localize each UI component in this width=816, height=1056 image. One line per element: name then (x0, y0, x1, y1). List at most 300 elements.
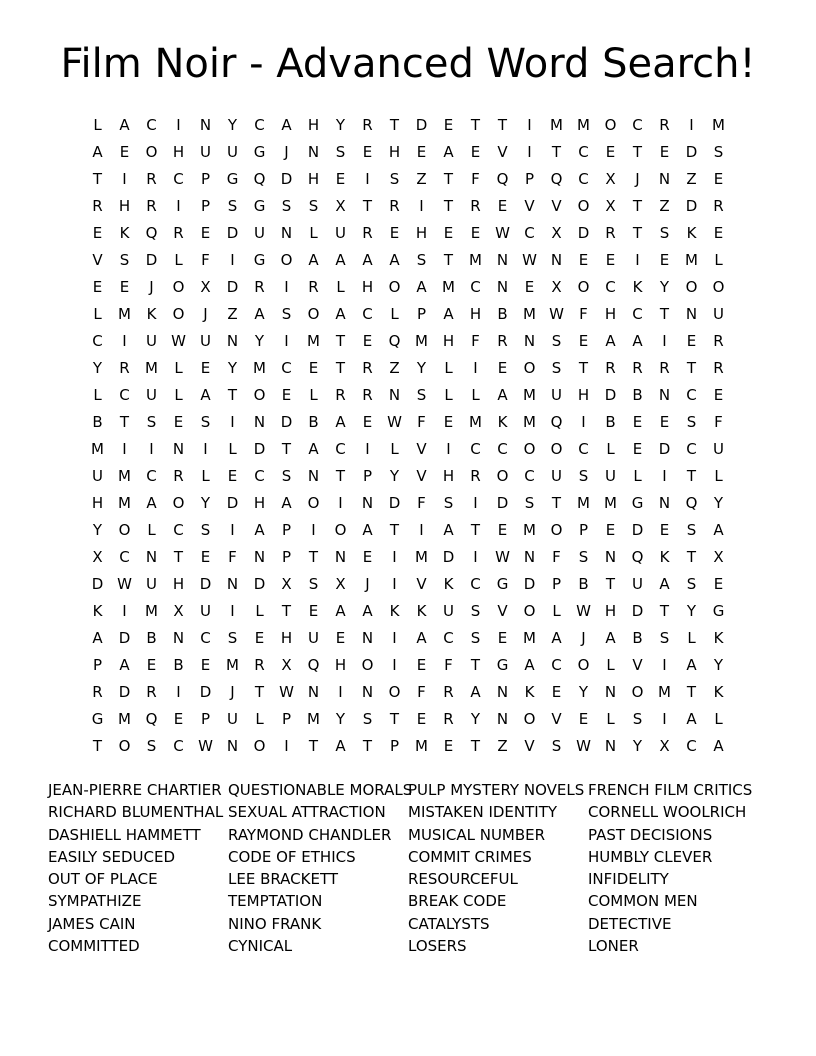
grid-cell[interactable]: O (145, 143, 158, 161)
grid-cell[interactable]: D (253, 575, 266, 593)
grid-cell[interactable]: I (122, 170, 127, 188)
grid-cell[interactable]: R (659, 359, 670, 377)
grid-cell[interactable]: I (284, 737, 289, 755)
grid-cell[interactable]: T (686, 359, 697, 377)
grid-cell[interactable]: F (552, 548, 561, 566)
grid-cell[interactable]: T (470, 521, 481, 539)
grid-cell[interactable]: N (172, 440, 185, 458)
grid-cell[interactable]: V (524, 197, 535, 215)
grid-cell[interactable]: E (659, 251, 670, 269)
grid-cell[interactable]: D (685, 143, 698, 161)
grid-cell[interactable]: S (308, 575, 319, 593)
grid-cell[interactable]: M (523, 305, 536, 323)
grid-cell[interactable]: S (389, 170, 400, 188)
grid-cell[interactable]: M (523, 521, 536, 539)
grid-cell[interactable]: T (389, 521, 400, 539)
grid-cell[interactable]: P (281, 710, 292, 728)
grid-cell[interactable]: L (174, 251, 183, 269)
grid-cell[interactable]: D (604, 386, 617, 404)
grid-cell[interactable]: G (712, 602, 725, 620)
grid-cell[interactable]: A (254, 305, 265, 323)
grid-cell[interactable]: A (119, 116, 130, 134)
grid-cell[interactable]: M (658, 683, 671, 701)
grid-cell[interactable]: I (230, 251, 235, 269)
grid-cell[interactable]: E (308, 602, 319, 620)
grid-cell[interactable]: N (604, 737, 617, 755)
grid-cell[interactable]: E (173, 710, 184, 728)
grid-cell[interactable]: M (442, 278, 455, 296)
grid-cell[interactable]: I (473, 494, 478, 512)
grid-cell[interactable]: L (606, 656, 615, 674)
grid-cell[interactable]: P (92, 656, 103, 674)
grid-cell[interactable]: W (279, 683, 294, 701)
grid-cell[interactable]: Q (253, 170, 266, 188)
grid-cell[interactable]: Q (388, 332, 401, 350)
grid-cell[interactable]: I (662, 332, 667, 350)
grid-cell[interactable]: E (146, 656, 157, 674)
grid-cell[interactable]: O (631, 683, 644, 701)
grid-cell[interactable]: S (659, 224, 670, 242)
grid-cell[interactable]: O (577, 656, 590, 674)
grid-cell[interactable]: D (577, 224, 590, 242)
grid-cell[interactable]: R (254, 278, 265, 296)
grid-cell[interactable]: M (577, 116, 590, 134)
grid-cell[interactable]: V (632, 656, 643, 674)
grid-cell[interactable]: H (280, 629, 293, 647)
grid-cell[interactable]: N (658, 170, 671, 188)
grid-cell[interactable]: R (443, 683, 454, 701)
grid-cell[interactable]: S (686, 575, 697, 593)
grid-cell[interactable]: C (578, 440, 589, 458)
grid-cell[interactable]: K (632, 278, 643, 296)
grid-cell[interactable]: Y (92, 521, 103, 539)
grid-cell[interactable]: U (200, 602, 211, 620)
grid-cell[interactable]: D (145, 251, 158, 269)
grid-cell[interactable]: N (604, 683, 617, 701)
grid-cell[interactable]: I (392, 656, 397, 674)
grid-cell[interactable]: E (200, 359, 211, 377)
grid-cell[interactable]: J (230, 683, 235, 701)
grid-cell[interactable]: R (335, 386, 346, 404)
grid-cell[interactable]: L (93, 305, 102, 323)
grid-cell[interactable]: H (577, 386, 590, 404)
grid-cell[interactable]: O (523, 440, 536, 458)
grid-cell[interactable]: D (658, 440, 671, 458)
grid-cell[interactable]: N (226, 737, 239, 755)
grid-cell[interactable]: M (712, 116, 725, 134)
grid-cell[interactable]: N (496, 251, 509, 269)
grid-cell[interactable]: E (713, 386, 724, 404)
grid-cell[interactable]: E (443, 224, 454, 242)
grid-cell[interactable]: I (419, 197, 424, 215)
grid-cell[interactable]: S (335, 143, 346, 161)
grid-cell[interactable]: A (335, 251, 346, 269)
grid-cell[interactable]: A (524, 656, 535, 674)
grid-cell[interactable]: D (523, 575, 536, 593)
grid-cell[interactable]: C (551, 656, 562, 674)
grid-cell[interactable]: E (200, 224, 211, 242)
grid-cell[interactable]: L (471, 386, 480, 404)
grid-cell[interactable]: T (173, 548, 184, 566)
grid-cell[interactable]: J (365, 575, 370, 593)
grid-cell[interactable]: F (201, 251, 210, 269)
grid-cell[interactable]: H (307, 170, 320, 188)
grid-cell[interactable]: N (496, 683, 509, 701)
grid-cell[interactable]: F (714, 413, 723, 431)
grid-cell[interactable]: A (686, 710, 697, 728)
grid-cell[interactable]: M (91, 440, 104, 458)
grid-cell[interactable]: A (551, 629, 562, 647)
grid-cell[interactable]: U (92, 467, 103, 485)
grid-cell[interactable]: T (119, 413, 130, 431)
grid-cell[interactable]: N (226, 575, 239, 593)
grid-cell[interactable]: H (91, 494, 104, 512)
grid-cell[interactable]: N (496, 710, 509, 728)
grid-cell[interactable]: L (714, 251, 723, 269)
grid-cell[interactable]: O (685, 278, 698, 296)
grid-cell[interactable]: M (415, 332, 428, 350)
grid-cell[interactable]: L (336, 278, 345, 296)
grid-cell[interactable]: E (524, 278, 535, 296)
grid-cell[interactable]: Q (685, 494, 698, 512)
grid-cell[interactable]: Y (578, 683, 589, 701)
grid-cell[interactable]: O (253, 737, 266, 755)
grid-cell[interactable]: A (497, 386, 508, 404)
grid-cell[interactable]: M (469, 413, 482, 431)
grid-cell[interactable]: K (713, 683, 724, 701)
grid-cell[interactable]: E (632, 413, 643, 431)
grid-cell[interactable]: I (122, 602, 127, 620)
grid-cell[interactable]: M (307, 710, 320, 728)
grid-cell[interactable]: U (308, 629, 319, 647)
grid-cell[interactable]: T (686, 548, 697, 566)
grid-cell[interactable]: O (523, 710, 536, 728)
grid-cell[interactable]: N (658, 386, 671, 404)
grid-cell[interactable]: I (338, 683, 343, 701)
grid-cell[interactable]: T (659, 602, 670, 620)
grid-cell[interactable]: G (496, 575, 509, 593)
grid-cell[interactable]: E (713, 575, 724, 593)
grid-cell[interactable]: T (281, 440, 292, 458)
grid-cell[interactable]: N (307, 683, 320, 701)
grid-cell[interactable]: S (470, 602, 481, 620)
grid-cell[interactable]: I (527, 143, 532, 161)
grid-cell[interactable]: G (91, 710, 104, 728)
grid-cell[interactable]: I (149, 440, 154, 458)
grid-cell[interactable]: I (689, 116, 694, 134)
grid-cell[interactable]: S (686, 413, 697, 431)
grid-cell[interactable]: A (281, 116, 292, 134)
grid-cell[interactable]: L (390, 440, 399, 458)
grid-cell[interactable]: N (307, 143, 320, 161)
grid-cell[interactable]: I (122, 440, 127, 458)
grid-cell[interactable]: H (172, 575, 185, 593)
grid-cell[interactable]: S (146, 413, 157, 431)
grid-cell[interactable]: E (497, 359, 508, 377)
grid-cell[interactable]: D (280, 170, 293, 188)
grid-cell[interactable]: I (392, 629, 397, 647)
grid-cell[interactable]: O (172, 305, 185, 323)
grid-cell[interactable]: A (281, 494, 292, 512)
grid-cell[interactable]: C (632, 305, 643, 323)
grid-cell[interactable]: O (577, 278, 590, 296)
grid-cell[interactable]: E (605, 251, 616, 269)
grid-cell[interactable]: C (524, 224, 535, 242)
grid-cell[interactable]: R (92, 197, 103, 215)
grid-cell[interactable]: E (578, 332, 589, 350)
grid-cell[interactable]: S (362, 710, 373, 728)
grid-cell[interactable]: F (417, 413, 426, 431)
grid-cell[interactable]: E (659, 521, 670, 539)
grid-cell[interactable]: R (605, 359, 616, 377)
grid-cell[interactable]: A (713, 521, 724, 539)
grid-cell[interactable]: D (442, 548, 455, 566)
grid-cell[interactable]: C (200, 629, 211, 647)
grid-cell[interactable]: Y (227, 359, 238, 377)
grid-cell[interactable]: K (92, 602, 103, 620)
grid-cell[interactable]: R (173, 224, 184, 242)
grid-cell[interactable]: E (308, 359, 319, 377)
grid-cell[interactable]: L (309, 386, 318, 404)
grid-cell[interactable]: U (227, 710, 238, 728)
grid-cell[interactable]: K (497, 413, 508, 431)
grid-cell[interactable]: T (389, 116, 400, 134)
grid-cell[interactable]: B (308, 413, 319, 431)
grid-cell[interactable]: N (496, 278, 509, 296)
grid-cell[interactable]: M (523, 413, 536, 431)
grid-cell[interactable]: C (497, 440, 508, 458)
grid-cell[interactable]: A (389, 251, 400, 269)
grid-cell[interactable]: X (335, 575, 346, 593)
grid-cell[interactable]: T (551, 494, 562, 512)
grid-cell[interactable]: C (254, 467, 265, 485)
grid-cell[interactable]: C (254, 116, 265, 134)
grid-cell[interactable]: A (92, 629, 103, 647)
grid-cell[interactable]: V (497, 602, 508, 620)
grid-cell[interactable]: S (281, 467, 292, 485)
grid-cell[interactable]: G (226, 170, 239, 188)
grid-cell[interactable]: M (118, 305, 131, 323)
grid-cell[interactable]: N (226, 332, 239, 350)
grid-cell[interactable]: O (118, 521, 131, 539)
grid-cell[interactable]: T (632, 143, 643, 161)
grid-cell[interactable]: L (606, 710, 615, 728)
grid-cell[interactable]: A (659, 575, 670, 593)
grid-cell[interactable]: O (550, 440, 563, 458)
grid-cell[interactable]: D (118, 683, 131, 701)
grid-cell[interactable]: C (524, 467, 535, 485)
grid-cell[interactable]: H (388, 143, 401, 161)
grid-cell[interactable]: E (362, 332, 373, 350)
grid-cell[interactable]: N (361, 494, 374, 512)
grid-cell[interactable]: A (335, 413, 346, 431)
grid-cell[interactable]: H (604, 602, 617, 620)
grid-cell[interactable]: E (470, 224, 481, 242)
grid-cell[interactable]: A (200, 386, 211, 404)
grid-cell[interactable]: N (523, 332, 536, 350)
grid-cell[interactable]: P (389, 737, 400, 755)
grid-cell[interactable]: L (714, 710, 723, 728)
grid-cell[interactable]: B (146, 629, 157, 647)
grid-cell[interactable]: R (92, 683, 103, 701)
grid-cell[interactable]: P (200, 710, 211, 728)
grid-cell[interactable]: M (604, 494, 617, 512)
grid-cell[interactable]: M (145, 359, 158, 377)
grid-cell[interactable]: A (362, 251, 373, 269)
grid-cell[interactable]: N (199, 116, 212, 134)
grid-cell[interactable]: E (497, 197, 508, 215)
grid-cell[interactable]: U (443, 602, 454, 620)
grid-cell[interactable]: U (632, 575, 643, 593)
grid-cell[interactable]: R (362, 224, 373, 242)
grid-cell[interactable]: E (470, 143, 481, 161)
grid-cell[interactable]: T (632, 197, 643, 215)
grid-cell[interactable]: C (686, 440, 697, 458)
grid-cell[interactable]: A (119, 656, 130, 674)
letter-grid[interactable] (84, 112, 732, 760)
grid-cell[interactable]: I (230, 602, 235, 620)
grid-cell[interactable]: Q (307, 656, 320, 674)
grid-cell[interactable]: X (551, 224, 562, 242)
grid-cell[interactable]: E (281, 386, 292, 404)
grid-cell[interactable]: S (470, 629, 481, 647)
grid-cell[interactable]: D (118, 629, 131, 647)
grid-cell[interactable]: W (522, 251, 537, 269)
grid-cell[interactable]: H (172, 143, 185, 161)
grid-cell[interactable]: L (444, 386, 453, 404)
grid-cell[interactable]: E (92, 278, 103, 296)
grid-cell[interactable]: L (633, 467, 642, 485)
grid-cell[interactable]: N (280, 224, 293, 242)
grid-cell[interactable]: P (416, 305, 427, 323)
grid-cell[interactable]: Y (254, 332, 265, 350)
grid-cell[interactable]: C (578, 143, 589, 161)
grid-cell[interactable]: O (280, 251, 293, 269)
grid-cell[interactable]: U (713, 305, 724, 323)
grid-cell[interactable]: O (334, 521, 347, 539)
grid-cell[interactable]: N (523, 548, 536, 566)
grid-cell[interactable]: A (146, 494, 157, 512)
grid-cell[interactable]: W (576, 602, 591, 620)
grid-cell[interactable]: I (203, 440, 208, 458)
grid-cell[interactable]: C (173, 737, 184, 755)
grid-cell[interactable]: X (335, 197, 346, 215)
grid-cell[interactable]: I (176, 116, 181, 134)
grid-cell[interactable]: O (307, 305, 320, 323)
grid-cell[interactable]: Z (227, 305, 238, 323)
grid-cell[interactable]: Q (496, 170, 509, 188)
grid-cell[interactable]: T (470, 116, 481, 134)
grid-cell[interactable]: B (578, 575, 589, 593)
grid-cell[interactable]: R (308, 278, 319, 296)
grid-cell[interactable]: D (91, 575, 104, 593)
grid-cell[interactable]: W (171, 332, 186, 350)
grid-cell[interactable]: M (523, 386, 536, 404)
grid-cell[interactable]: D (631, 602, 644, 620)
grid-cell[interactable]: A (362, 602, 373, 620)
grid-cell[interactable]: S (146, 737, 157, 755)
grid-cell[interactable]: B (632, 386, 643, 404)
grid-cell[interactable]: E (632, 440, 643, 458)
grid-cell[interactable]: F (579, 305, 588, 323)
grid-cell[interactable]: R (119, 359, 130, 377)
grid-cell[interactable]: G (253, 143, 266, 161)
grid-cell[interactable]: O (550, 521, 563, 539)
grid-cell[interactable]: S (200, 413, 211, 431)
grid-cell[interactable]: S (227, 629, 238, 647)
grid-cell[interactable]: R (713, 359, 724, 377)
grid-cell[interactable]: U (551, 386, 562, 404)
grid-cell[interactable]: B (605, 413, 616, 431)
grid-cell[interactable]: W (495, 224, 510, 242)
grid-cell[interactable]: I (311, 521, 316, 539)
grid-cell[interactable]: R (389, 197, 400, 215)
grid-cell[interactable]: W (387, 413, 402, 431)
grid-cell[interactable]: X (92, 548, 103, 566)
grid-cell[interactable]: V (497, 143, 508, 161)
grid-cell[interactable]: T (362, 197, 373, 215)
grid-cell[interactable]: R (632, 359, 643, 377)
grid-cell[interactable]: I (662, 656, 667, 674)
grid-cell[interactable]: X (605, 170, 616, 188)
grid-cell[interactable]: W (198, 737, 213, 755)
grid-cell[interactable]: Z (389, 359, 400, 377)
grid-cell[interactable]: P (200, 170, 211, 188)
grid-cell[interactable]: T (605, 575, 616, 593)
grid-cell[interactable]: R (713, 197, 724, 215)
grid-cell[interactable]: H (253, 494, 266, 512)
grid-cell[interactable]: R (362, 359, 373, 377)
grid-cell[interactable]: C (605, 278, 616, 296)
grid-cell[interactable]: T (443, 251, 454, 269)
grid-cell[interactable]: C (686, 386, 697, 404)
grid-cell[interactable]: O (388, 278, 401, 296)
grid-cell[interactable]: O (253, 386, 266, 404)
grid-cell[interactable]: L (687, 629, 696, 647)
grid-cell[interactable]: S (443, 494, 454, 512)
grid-cell[interactable]: S (200, 521, 211, 539)
grid-cell[interactable]: N (685, 305, 698, 323)
grid-cell[interactable]: E (335, 170, 346, 188)
grid-cell[interactable]: M (226, 656, 239, 674)
grid-cell[interactable]: B (92, 413, 103, 431)
grid-cell[interactable]: S (416, 386, 427, 404)
grid-cell[interactable]: R (605, 224, 616, 242)
grid-cell[interactable]: Y (713, 656, 724, 674)
grid-cell[interactable]: A (362, 521, 373, 539)
grid-cell[interactable]: D (631, 521, 644, 539)
grid-cell[interactable]: V (551, 710, 562, 728)
grid-cell[interactable]: I (581, 413, 586, 431)
grid-cell[interactable]: F (417, 494, 426, 512)
grid-cell[interactable]: C (686, 737, 697, 755)
grid-cell[interactable]: O (577, 197, 590, 215)
grid-cell[interactable]: A (605, 629, 616, 647)
grid-cell[interactable]: A (686, 656, 697, 674)
grid-cell[interactable]: R (470, 197, 481, 215)
grid-cell[interactable]: S (308, 197, 319, 215)
grid-cell[interactable]: C (119, 386, 130, 404)
grid-cell[interactable]: C (470, 575, 481, 593)
grid-cell[interactable]: L (201, 467, 210, 485)
grid-cell[interactable]: C (362, 305, 373, 323)
grid-cell[interactable]: O (496, 467, 509, 485)
grid-cell[interactable]: E (173, 413, 184, 431)
grid-cell[interactable]: U (146, 332, 157, 350)
grid-cell[interactable]: K (686, 224, 697, 242)
grid-cell[interactable]: L (714, 467, 723, 485)
grid-cell[interactable]: U (200, 143, 211, 161)
